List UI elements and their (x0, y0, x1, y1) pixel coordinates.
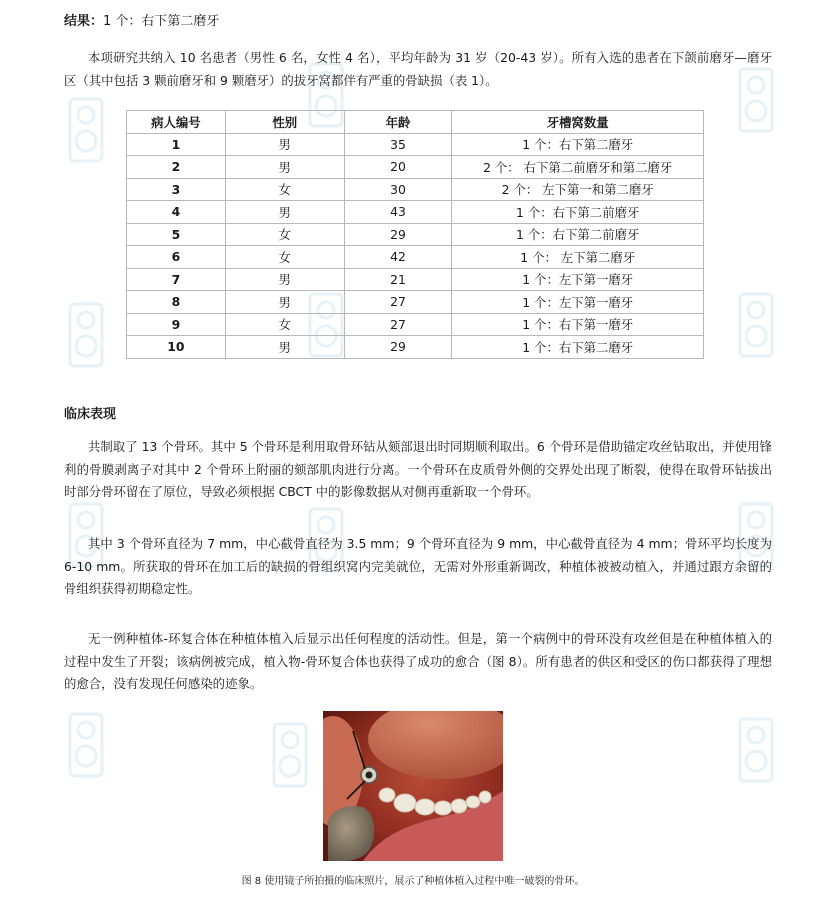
table-row (127, 133, 704, 156)
cell-id: 9 (127, 313, 226, 336)
watermark-logo (66, 710, 106, 780)
cell-id: 5 (127, 223, 226, 246)
cell-id: 6 (127, 246, 226, 269)
cell-age: 21 (344, 268, 452, 291)
cell-age: 27 (344, 313, 452, 336)
watermark-logo (66, 300, 106, 370)
cell-age: 43 (344, 201, 452, 224)
table-row (127, 336, 704, 359)
cell-sex: 女 (225, 313, 344, 336)
clinical-paragraph-2: 其中 3 个骨环直径为 7 mm，中心截骨直径为 3.5 mm；9 个骨环直径为 9 mm，中心截骨直径为 4 mm；骨环平均长度为 6-10 mm。所获取的骨环在加工后的缺损的骨组织窝内完美就位，无需对外形重新调改，种植体被被动植入，并通过跟方余留的骨组织获得初期稳定性。 (64, 536, 772, 596)
cell-sex: 男 (225, 291, 344, 314)
cell-sex: 男 (225, 156, 344, 179)
cell-sex: 女 (225, 246, 344, 269)
cell-id: 8 (127, 291, 226, 314)
cell-id: 4 (127, 201, 226, 224)
cell-sex: 男 (225, 201, 344, 224)
cell-id: 1 (127, 133, 226, 156)
cell-sockets: 2 个： 右下第二前磨牙和第二磨牙 (452, 156, 704, 179)
watermark-logo (66, 95, 106, 165)
cell-id: 2 (127, 156, 226, 179)
table-row (127, 156, 704, 179)
cell-sockets: 1 个：右下第二前磨牙 (452, 223, 704, 246)
cell-sockets: 1 个：右下第二前磨牙 (452, 201, 704, 224)
cell-id: 7 (127, 268, 226, 291)
table-header-row (127, 111, 704, 134)
table-row (127, 178, 704, 201)
cell-sex: 女 (225, 223, 344, 246)
cell-sex: 女 (225, 178, 344, 201)
results-heading (64, 10, 219, 29)
cell-id: 3 (127, 178, 226, 201)
cell-sockets: 1 个：左下第一磨牙 (452, 291, 704, 314)
clinical-heading: 临床表现 (64, 407, 117, 422)
header-socket-count: 牙槽窝数量 (452, 111, 704, 134)
cell-sockets: 1 个： 左下第二磨牙 (452, 246, 704, 269)
cell-age: 30 (344, 178, 452, 201)
header-age: 年龄 (344, 111, 452, 134)
cell-sex: 男 (225, 336, 344, 359)
table-row (127, 201, 704, 224)
results-label: 结果： (64, 14, 104, 29)
table-row (127, 313, 704, 336)
figure-caption: 图 8 使用镜子所拍摄的临床照片，展示了种植体植入过程中唯一破裂的骨环。 (241, 876, 585, 887)
cell-age: 29 (344, 336, 452, 359)
cell-sex: 男 (225, 133, 344, 156)
watermark-logo (736, 715, 776, 785)
watermark-logo (270, 720, 310, 790)
cell-age: 35 (344, 133, 452, 156)
results-value: 1 个：右下第二磨牙 (103, 14, 220, 29)
table-row (127, 246, 704, 269)
cell-sockets: 1 个：右下第一磨牙 (452, 313, 704, 336)
cell-age: 42 (344, 246, 452, 269)
cell-age: 29 (344, 223, 452, 246)
cell-sex: 男 (225, 268, 344, 291)
clinical-photo (323, 711, 503, 861)
table-row (127, 223, 704, 246)
clinical-paragraph-1: 共制取了 13 个骨环。其中 5 个骨环是利用取骨环钻从颏部退出时同期顺利取出。6 个骨环是借助锚定攻丝钻取出，并使用锋利的骨膜剥离子对其中 2 个骨环上附丽的颏部肌肉进行分离。一个骨环在皮质骨外侧的交界处出现了断裂，使得在取骨环钻拔出时部分骨环留在了原位，导致必须根据 CBCT 中的影像数据从对侧再重新取一个骨环。 (64, 439, 772, 499)
patient-table (126, 110, 704, 359)
header-sex: 性别 (225, 111, 344, 134)
cell-sockets: 1 个：左下第一磨牙 (452, 268, 704, 291)
clinical-photo-illustration (323, 711, 503, 861)
table-row (127, 268, 704, 291)
cell-age: 27 (344, 291, 452, 314)
table-row (127, 291, 704, 314)
cell-id: 10 (127, 336, 226, 359)
cell-sockets: 1 个：右下第二磨牙 (452, 336, 704, 359)
cell-sockets: 1 个：右下第二磨牙 (452, 133, 704, 156)
header-patient-id: 病人编号 (127, 111, 226, 134)
clinical-paragraph-3: 无一例种植体-环复合体在种植体植入后显示出任何程度的活动性。但是，第一个病例中的骨环没有攻丝但是在种植体植入的过程中发生了开裂；该病例被完成，植入物-骨环复合体也获得了成功的愈合（图 8）。所有患者的供区和受区的伤口都获得了理想的愈合，没有发现任何感染的迹象。 (64, 631, 772, 691)
intro-paragraph: 本项研究共纳入 10 名患者（男性 6 名，女性 4 名），平均年龄为 31 岁（20-43 岁）。所有入选的患者在下颌前磨牙—磨牙区（其中包括 3 颗前磨牙和 9 颗磨牙）的拔牙窝都伴有严重的骨缺损（表 1）。 (64, 50, 772, 88)
cell-age: 20 (344, 156, 452, 179)
watermark-logo (736, 290, 776, 360)
cell-sockets: 2 个： 左下第一和第二磨牙 (452, 178, 704, 201)
